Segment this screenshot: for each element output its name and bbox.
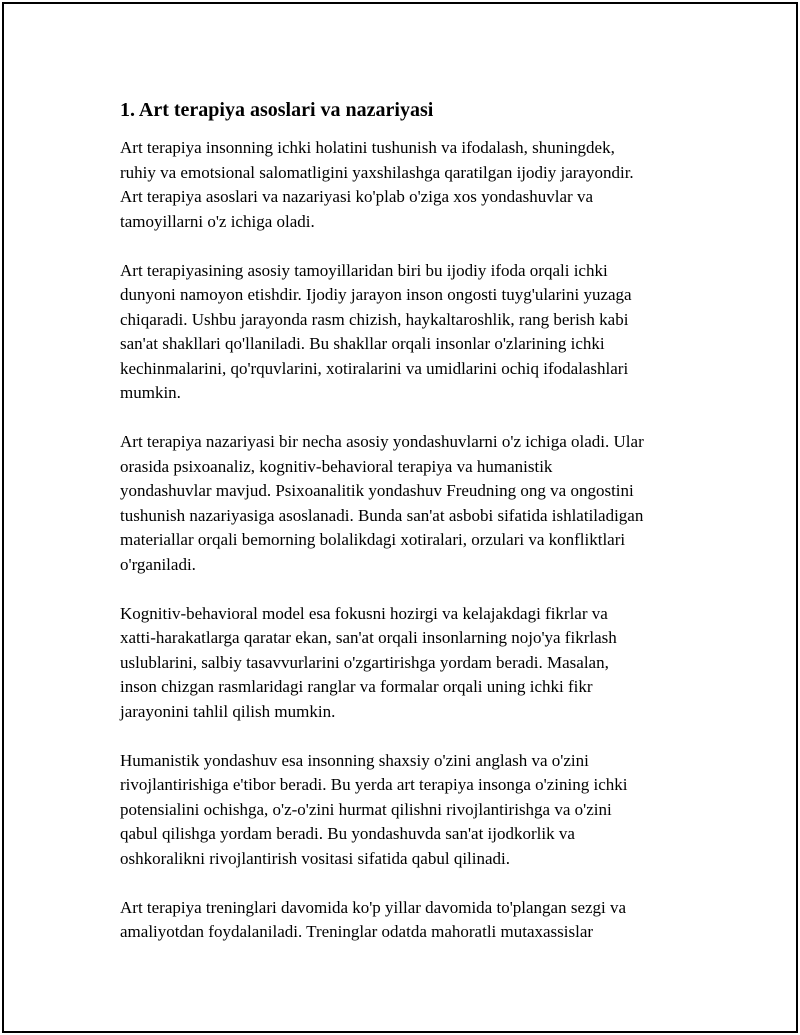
text-line: Art terapiya treninglari davomida ko'p yillar davomida to'plangan sezgi va xyxy=(120,897,627,917)
text-line: uslublarini, salbiy tasavvurlarini o'zgartirishga yordam beradi. Masalan, xyxy=(120,652,609,672)
text-line: xatti-harakatlarga qaratar ekan, san'at orqali insonlarning nojo'ya fikrlash xyxy=(120,628,617,647)
paragraph xyxy=(120,259,700,406)
document-body xyxy=(120,98,700,969)
text-line: orasida psixoanaliz, kognitiv-behavioral terapiya va humanistik xyxy=(120,456,553,476)
text-line: mumkin. xyxy=(120,383,181,402)
paragraph xyxy=(120,602,700,725)
page-frame xyxy=(2,2,798,1033)
text-line: potensialini ochishga, o'z-o'zini hurmat qilishni rivojlantirishga va o'zini xyxy=(120,799,612,819)
text-line: oshkoralikni rivojlantirish vositasi sifatida qabul qilinadi. xyxy=(120,848,511,868)
text-line: ruhiy va emotsional salomatligini yaxshilashga qaratilgan ijodiy jarayondir. xyxy=(120,162,634,182)
paragraph xyxy=(120,896,700,945)
paragraph xyxy=(120,430,700,577)
paragraph xyxy=(120,749,700,872)
text-line: chiqaradi. Ushbu jarayonda rasm chizish, haykaltaroshlik, rang berish kabi xyxy=(120,309,629,329)
text-line: Art terapiya nazariyasi bir necha asosiy yondashuvlarni o'z ichiga oladi. Ular xyxy=(120,432,644,451)
text-line: materiallar orqali bemorning bolalikdagi xotiralari, orzulari va konfliktlari xyxy=(120,530,626,549)
paragraph xyxy=(120,136,700,234)
section-heading: 1. Art terapiya asoslari va nazariyasi xyxy=(120,99,434,121)
text-line: tushunish nazariyasiga asoslanadi. Bunda san'at asbobi sifatida ishlatiladigan xyxy=(120,505,644,525)
text-line: Art terapiya asoslari va nazariyasi ko'plab o'ziga xos yondashuvlar va xyxy=(120,187,593,206)
text-line: tamoyillarni o'z ichiga oladi. xyxy=(120,211,315,231)
text-line: rivojlantirishiga e'tibor beradi. Bu yerda art terapiya insonga o'zining ichki xyxy=(120,775,628,794)
text-line: amaliyotdan foydalaniladi. Treninglar odatda mahoratli mutaxassislar xyxy=(120,922,594,941)
text-line: Art terapiyasining asosiy tamoyillaridan biri bu ijodiy ifoda orqali ichki xyxy=(120,260,608,280)
text-line: yondashuvlar mavjud. Psixoanalitik yondashuv Freudning ong va ongostini xyxy=(120,481,634,500)
text-line: qabul qilishga yordam beradi. Bu yondashuvda san'at ijodkorlik va xyxy=(120,824,575,843)
text-line: san'at shakllari qo'llaniladi. Bu shakllar orqali insonlar o'zlarining ichki xyxy=(120,334,605,353)
text-line: Art terapiya insonning ichki holatini tushunish va ifodalash, shuningdek, xyxy=(120,138,615,157)
text-line: kechinmalarini, qo'rquvlarini, xotiralarini va umidlarini ochiq ifodalashlari xyxy=(120,358,629,378)
text-line: jarayonini tahlil qilish mumkin. xyxy=(120,701,336,721)
text-line: Humanistik yondashuv esa insonning shaxsiy o'zini anglash va o'zini xyxy=(120,750,589,770)
text-line: dunyoni namoyon etishdir. Ijodiy jarayon inson ongosti tuyg'ularini yuzaga xyxy=(120,285,632,304)
text-line: o'rganiladi. xyxy=(120,554,196,574)
text-line: Kognitiv-behavioral model esa fokusni hozirgi va kelajakdagi fikrlar va xyxy=(120,603,608,623)
text-line: inson chizgan rasmlaridagi ranglar va formalar orqali uning ichki fikr xyxy=(120,677,593,696)
